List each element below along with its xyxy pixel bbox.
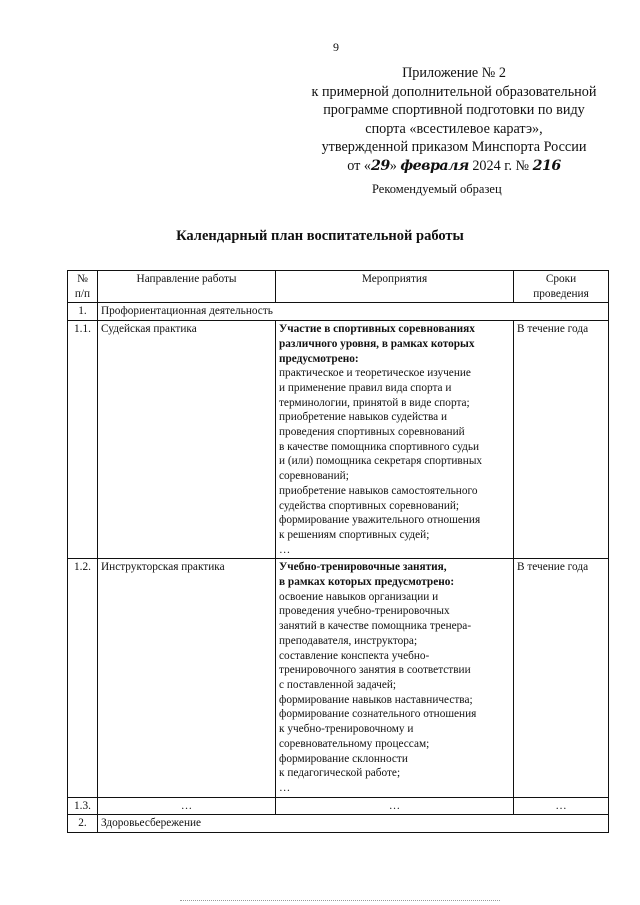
activity-line: проведения спортивных соревнований <box>279 426 465 439</box>
row-num: 1.2. <box>68 559 98 797</box>
header-terms <box>514 271 609 303</box>
activity-line: с поставленной задачей; <box>279 678 397 691</box>
table-row <box>68 797 609 815</box>
activity-line: формирование склонности <box>279 752 408 765</box>
activity-line: и (или) помощника секретаря спортивных <box>279 455 483 468</box>
row-activities <box>276 321 514 559</box>
document-title: Календарный план воспитательной работы <box>176 228 464 244</box>
activity-heading: Участие в спортивных соревнованиях <box>279 323 475 336</box>
activity-line: занятий в качестве помощника тренера- <box>279 620 472 633</box>
row-direction: … <box>98 797 276 815</box>
appendix-line: к примерной дополнительной образовательной <box>311 83 597 100</box>
header-num <box>68 271 98 303</box>
activity-line: практическое и теоретическое изучение <box>279 367 471 380</box>
activity-line: и применение правил вида спорта и <box>279 381 452 394</box>
handwritten-month: февраля <box>400 157 469 174</box>
appendix-line: спорта «всестилевое каратэ», <box>365 120 543 137</box>
row-term: В течение года <box>514 321 609 559</box>
row-activities: … <box>276 797 514 815</box>
row-num: 1.3. <box>68 797 98 815</box>
table-row <box>68 321 609 559</box>
activity-line: приобретение навыков судейства и <box>279 411 448 424</box>
bottom-edge-divider <box>180 900 500 901</box>
appendix-line: программе спортивной подготовки по виду <box>323 102 585 119</box>
appendix-date-line <box>292 157 616 176</box>
activity-line: к решениям спортивных судей; <box>279 528 430 541</box>
row-num: 1.1. <box>68 321 98 559</box>
activity-line: формирование навыков наставничества; <box>279 693 473 706</box>
section-title: Здоровьесбережение <box>98 815 609 833</box>
table-row <box>68 559 609 797</box>
activity-line: соревнований; <box>279 470 349 483</box>
appendix-header <box>292 64 616 176</box>
activity-heading: в рамках которых предусмотрено: <box>279 576 455 589</box>
section-title: Профориентационная деятельность <box>98 303 609 321</box>
date-prefix: от « <box>347 157 371 174</box>
header-direction: Направление работы <box>98 271 276 303</box>
row-term: В течение года <box>514 559 609 797</box>
appendix-title: Приложение № 2 <box>402 65 506 81</box>
header-num-line: № <box>77 273 88 285</box>
section-row <box>68 815 609 833</box>
date-year: 2024 г. № <box>468 157 533 174</box>
section-num: 1. <box>68 303 98 321</box>
row-direction: Инструкторская практика <box>98 559 276 797</box>
section-row <box>68 303 609 321</box>
activity-line: проведения учебно-тренировочных <box>279 605 450 618</box>
activity-line: соревновательному процессам; <box>279 737 430 750</box>
date-mid: » <box>389 157 401 174</box>
activity-line: к педагогической работе; <box>279 767 401 780</box>
header-num-line: п/п <box>74 287 91 300</box>
header-activities: Мероприятия <box>276 271 514 303</box>
activity-line: … <box>279 543 291 556</box>
calendar-plan-table <box>67 270 609 833</box>
activity-line: терминологии, принятой в виде спорта; <box>279 396 470 409</box>
activity-line: приобретение навыков самостоятельного <box>279 484 478 497</box>
activity-line: к учебно-тренировочному и <box>279 723 414 736</box>
activity-heading: различного уровня, в рамках которых <box>279 337 475 350</box>
activity-line: … <box>279 781 291 794</box>
activity-line: освоение навыков организации и <box>279 590 439 603</box>
row-term: … <box>514 797 609 815</box>
activity-line: формирование сознательного отношения <box>279 708 477 721</box>
handwritten-day: 29 <box>370 157 390 174</box>
header-terms-line: проведения <box>533 287 589 300</box>
recommended-sample-label: Рекомендуемый образец <box>372 182 502 196</box>
activity-line: составление конспекта учебно- <box>279 649 430 662</box>
table-header-row <box>68 271 609 303</box>
activity-line: формирование уважительного отношения <box>279 514 481 527</box>
section-num: 2. <box>68 815 98 833</box>
activity-line: судейства спортивных соревнований; <box>279 499 460 512</box>
activity-line: в качестве помощника спортивного судьи <box>279 440 480 453</box>
activity-line: преподавателя, инструктора; <box>279 634 418 647</box>
activity-heading: предусмотрено: <box>279 352 359 365</box>
appendix-line: утвержденной приказом Минспорта России <box>321 139 587 156</box>
row-activities <box>276 559 514 797</box>
page-number: 9 <box>333 40 339 54</box>
activity-heading: Учебно-тренировочные занятия, <box>279 561 447 574</box>
activity-line: тренировочного занятия в соответствии <box>279 664 471 677</box>
header-terms-line: Сроки <box>545 273 577 285</box>
row-direction: Судейская практика <box>98 321 276 559</box>
handwritten-order-number: 216 <box>532 157 561 174</box>
